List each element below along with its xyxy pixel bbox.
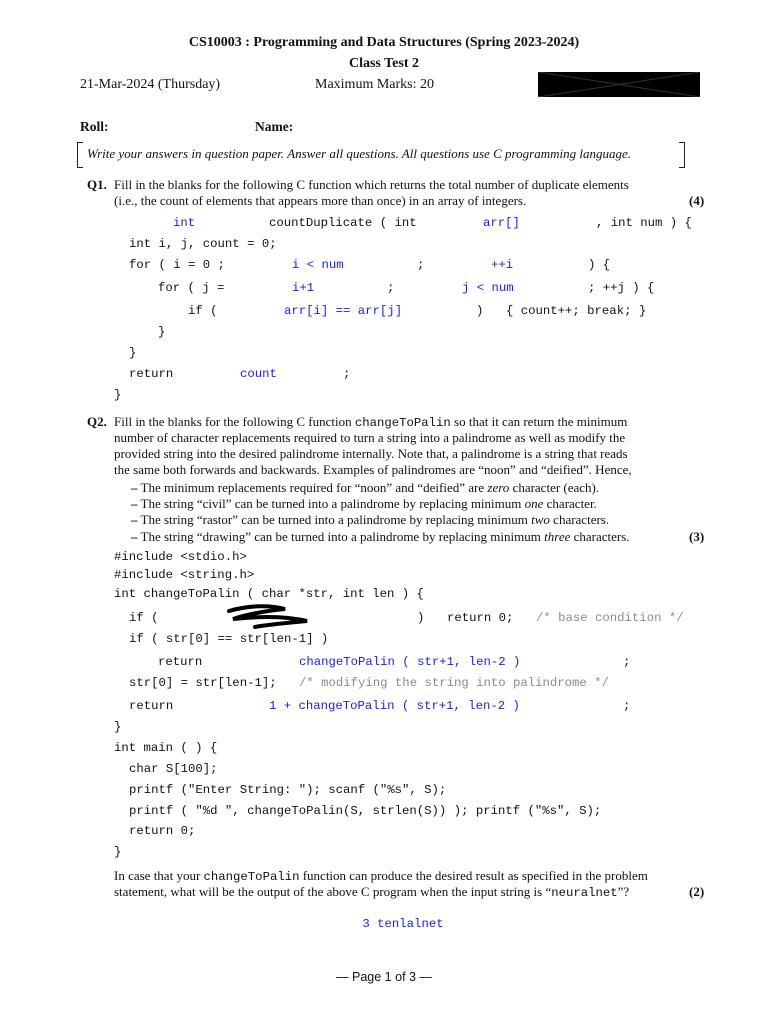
q2-text-line2: number of character replacements required to turn a string into a palindrome as well as modify the [114, 430, 626, 445]
q1-text-line2: (i.e., the count of elements that appears more than once) in an array of integers. [114, 193, 527, 208]
exam-date: 21-Mar-2024 (Thursday) [80, 77, 221, 92]
q1-code-return-semicolon: ; [343, 367, 351, 381]
instructions-left-bracket [77, 142, 83, 168]
q1-code-signature: countDuplicate ( int [269, 216, 417, 230]
instructions: Write your answers in question paper. Answer all questions. All questions use C programming language. [87, 146, 631, 161]
q2-code-signature: int changeToPalin ( char *str, int len ) { [114, 587, 424, 601]
q2-number: Q2. [87, 414, 107, 429]
q1-code-brace-2: } [129, 346, 137, 360]
name-label: Name: [255, 119, 294, 134]
redacted-box [538, 72, 700, 97]
q1-code-brace-end: } [114, 388, 122, 402]
q2-text-line3: provided string into the desired palindrome internally. Note that, a palindrome is a string that reads [114, 446, 628, 461]
q2-code-if1: if ( [129, 611, 159, 625]
q2-followup-marks: (2) [689, 884, 705, 899]
q2-code-brace: } [114, 720, 122, 734]
q1-blank-inner-cond: j < num [462, 281, 514, 295]
q2-bullet: – The string “drawing” can be turned into a palindrome by replacing minimum three characters. [131, 529, 630, 544]
q1-blank-return-value: count [240, 367, 277, 381]
q2-answer: 3 tenlalnet [362, 917, 444, 931]
bullet-dash: – [131, 480, 138, 495]
q2-followup-line1: In case that your changeToPalin function can produce the desired result as specified in the problem [114, 868, 648, 884]
q2-blank-return2: 1 + changeToPalin ( str+1, len-2 ) [269, 699, 520, 713]
q2-code-main-return: return 0; [129, 824, 196, 838]
roll-label: Roll: [80, 119, 109, 134]
q1-blank-outer-incr: ++i [491, 258, 514, 272]
q1-number: Q1. [87, 177, 107, 192]
exam-title: CS10003 : Programming and Data Structures (Spring 2023-2024) [188, 35, 580, 50]
q2-bullet: – The string “rastor” can be turned into a palindrome by replacing minimum two characters. [131, 512, 610, 527]
q1-code-decl: int i, j, count = 0; [129, 237, 277, 251]
q2-code-comment-base: /* base condition */ [536, 611, 684, 625]
q2-code-main-decl: char S[100]; [129, 762, 218, 776]
q2-code-return2: return [129, 699, 174, 713]
bullet-dash: – [131, 529, 138, 544]
q2-code-semicolon: ; [623, 655, 631, 669]
q2-followup-line2: statement, what will be the output of the above C program when the input string is “neuralnet”? [114, 884, 630, 900]
q1-code-for-outer-end: ) { [588, 258, 611, 272]
scribble-mark [225, 601, 315, 629]
q1-blank-return-type: int [173, 216, 196, 230]
q2-code-comment-modify: /* modifying the string into palindrome */ [299, 676, 609, 690]
q2-code-brace-end: } [114, 845, 122, 859]
q1-code-for-outer: for ( i = 0 ; [129, 258, 225, 272]
q1-code-if: if ( [188, 304, 218, 318]
bullet-dash: – [131, 496, 138, 511]
q2-code-assign: str[0] = str[len-1]; [129, 676, 277, 690]
q1-blank-param: arr[] [483, 216, 520, 230]
q2-code-semicolon-2: ; [623, 699, 631, 713]
q2-code-main-output: printf ( "%d ", changeToPalin(S, strlen(S)) ); printf ("%s", S); [129, 804, 602, 818]
q1-code-signature-end: , int num ) { [596, 216, 692, 230]
q2-code-if2: if ( str[0] == str[len-1] ) [129, 632, 329, 646]
q1-code-for-inner: for ( j = [158, 281, 225, 295]
q2-code-main: int main ( ) { [114, 741, 218, 755]
redacted-cross-mark [538, 72, 700, 97]
q2-text-line1: Fill in the blanks for the following C function changeToPalin so that it can return the minimum [114, 414, 628, 430]
q1-code-if-close: ) [476, 304, 484, 318]
max-marks: Maximum Marks: 20 [315, 77, 434, 92]
q2-code-if1-return: return 0; [447, 611, 514, 625]
page-footer: — Page 1 of 3 — [336, 970, 432, 984]
q1-code-semicolon-2: ; [387, 281, 395, 295]
q1-text-line1: Fill in the blanks for the following C function which returns the total number of duplicate elements [114, 177, 629, 192]
q2-code-include-stdio: #include <stdio.h> [114, 550, 247, 564]
bullet-dash: – [131, 512, 138, 527]
q2-code-include-string: #include <string.h> [114, 568, 255, 582]
q1-blank-if-cond: arr[i] == arr[j] [284, 304, 403, 318]
q2-marks: (3) [689, 529, 705, 544]
q1-code-if-body: { count++; break; } [506, 304, 647, 318]
q1-marks: (4) [689, 193, 705, 208]
q1-code-brace: } [158, 325, 166, 339]
instructions-right-bracket [679, 142, 685, 168]
q2-code-main-input: printf ("Enter String: "); scanf ("%s", S); [129, 783, 447, 797]
q1-blank-inner-init: i+1 [292, 281, 315, 295]
q1-code-return: return [129, 367, 174, 381]
q1-blank-outer-cond: i < num [292, 258, 344, 272]
q2-code-return1: return [158, 655, 203, 669]
q2-bullet: – The minimum replacements required for “noon” and “deified” are zero character (each). [131, 480, 600, 495]
q2-blank-return1: changeToPalin ( str+1, len-2 ) [299, 655, 521, 669]
q1-code-semicolon: ; [417, 258, 425, 272]
q1-code-for-inner-end: ; ++j ) { [588, 281, 655, 295]
q2-code-if1-close: ) [417, 611, 425, 625]
exam-subtitle: Class Test 2 [348, 56, 420, 71]
q2-bullet: – The string “civil” can be turned into a palindrome by replacing minimum one character. [131, 496, 597, 511]
q2-text-line4: the same both forwards and backwards. Examples of palindromes are “noon” and “deified”. Hence, [114, 462, 632, 477]
